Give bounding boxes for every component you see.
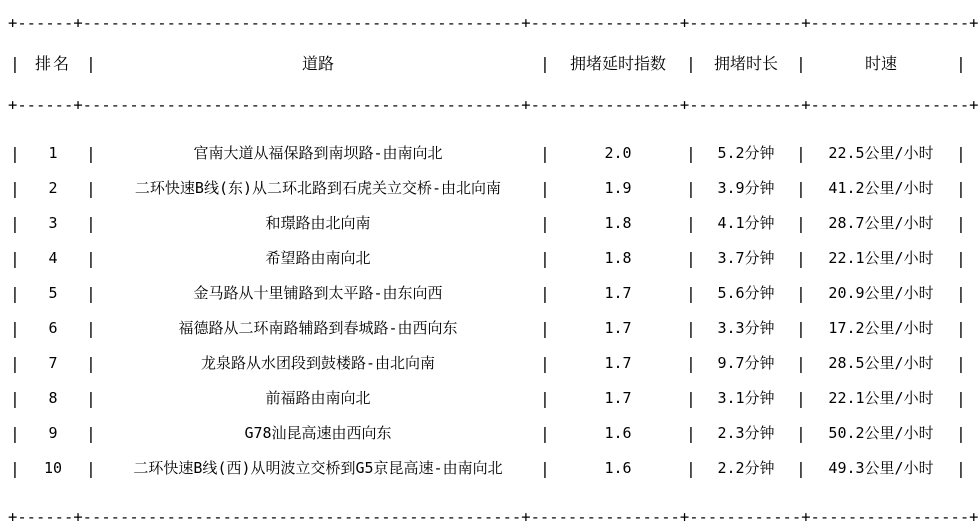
- border-pipe: |: [956, 458, 966, 478]
- cell-duration: 2.2分钟: [717, 459, 775, 477]
- cell-road: 二环快速B线(西)从明波立交桥到G5京昆高速-由南向北: [133, 459, 503, 477]
- border-pipe: |: [540, 458, 550, 478]
- table-spacer-row: [8, 118, 968, 136]
- column-header-speed: 时速: [864, 54, 897, 73]
- border-pipe: |: [86, 283, 96, 303]
- cell-duration: 3.1分钟: [717, 389, 775, 407]
- border-pipe: |: [540, 143, 550, 163]
- border-pipe: |: [686, 318, 696, 338]
- border-pipe: |: [540, 248, 550, 268]
- border-pipe: |: [10, 178, 20, 198]
- border-pipe: |: [10, 388, 20, 408]
- cell-index: 1.7: [604, 389, 632, 407]
- border-pipe: [794, 118, 808, 136]
- cell-duration: 3.3分钟: [717, 319, 775, 337]
- cell-speed: 41.2公里/小时: [828, 179, 934, 197]
- border-pipe: |: [540, 54, 550, 73]
- border-pipe: |: [86, 248, 96, 268]
- border-pipe: |: [540, 423, 550, 443]
- border-pipe: |: [956, 178, 966, 198]
- cell-rank: 8: [48, 389, 58, 407]
- border-pipe: |: [686, 283, 696, 303]
- border-pipe: |: [86, 54, 96, 73]
- cell-duration: 4.1分钟: [717, 214, 775, 232]
- cell-index: 1.8: [604, 249, 632, 267]
- border-pipe: |: [10, 423, 20, 443]
- border-pipe: |: [686, 178, 696, 198]
- border-pipe: |: [796, 458, 806, 478]
- table-row: [8, 451, 968, 486]
- border-pipe: |: [540, 213, 550, 233]
- border-pipe: [84, 118, 98, 136]
- table-row: [8, 206, 968, 241]
- table-row: [8, 381, 968, 416]
- cell-index: 1.7: [604, 319, 632, 337]
- border-pipe: |: [956, 388, 966, 408]
- table-row: [8, 276, 968, 311]
- border-pipe: |: [796, 388, 806, 408]
- cell-rank: 6: [48, 319, 58, 337]
- table-top-border: +------+-----------------------------------------------+----------------+------------+-----------------+: [8, 14, 979, 32]
- border-pipe: |: [686, 143, 696, 163]
- cell-duration: 5.6分钟: [717, 284, 775, 302]
- column-header-road: 道路: [301, 54, 334, 73]
- border-pipe: |: [540, 178, 550, 198]
- border-pipe: |: [796, 143, 806, 163]
- cell-road: 福德路从二环南路辅路到春城路-由西向东: [178, 319, 458, 337]
- border-pipe: |: [10, 54, 20, 73]
- border-pipe: [684, 486, 698, 504]
- cell-speed: 17.2公里/小时: [828, 319, 934, 337]
- cell-speed: 22.5公里/小时: [828, 144, 934, 162]
- cell-rank: 10: [43, 459, 63, 477]
- border-pipe: [8, 486, 22, 504]
- cell-road: 金马路从十里铺路到太平路-由东向西: [193, 284, 443, 302]
- border-pipe: [84, 486, 98, 504]
- border-pipe: |: [86, 318, 96, 338]
- cell-speed: 28.7公里/小时: [828, 214, 934, 232]
- cell-rank: 2: [48, 179, 58, 197]
- cell-speed: 50.2公里/小时: [828, 424, 934, 442]
- table-row: [8, 136, 968, 171]
- column-header-index: 拥堵延时指数: [569, 54, 666, 73]
- border-pipe: [684, 118, 698, 136]
- cell-rank: 5: [48, 284, 58, 302]
- border-pipe: [794, 486, 808, 504]
- border-pipe: |: [956, 318, 966, 338]
- border-pipe: |: [956, 423, 966, 443]
- border-pipe: |: [10, 353, 20, 373]
- border-pipe: |: [540, 283, 550, 303]
- border-pipe: |: [10, 283, 20, 303]
- border-pipe: |: [686, 423, 696, 443]
- cell-road: 和璟路由北向南: [265, 214, 371, 232]
- border-pipe: |: [796, 178, 806, 198]
- border-pipe: |: [686, 353, 696, 373]
- cell-duration: 9.7分钟: [717, 354, 775, 372]
- border-pipe: |: [956, 248, 966, 268]
- table-body: [8, 118, 968, 504]
- cell-road: 希望路由南向北: [265, 249, 371, 267]
- cell-index: 1.7: [604, 354, 632, 372]
- border-pipe: |: [796, 54, 806, 73]
- border-pipe: |: [86, 423, 96, 443]
- border-pipe: |: [956, 143, 966, 163]
- border-pipe: |: [86, 388, 96, 408]
- table-header-border: +------+-----------------------------------------------+----------------+------------+-----------------+: [8, 96, 979, 114]
- cell-index: 1.7: [604, 284, 632, 302]
- cell-speed: 22.1公里/小时: [828, 389, 934, 407]
- border-pipe: [538, 486, 552, 504]
- border-pipe: |: [10, 458, 20, 478]
- cell-rank: 4: [48, 249, 58, 267]
- table-row: [8, 171, 968, 206]
- cell-index: 1.6: [604, 424, 632, 442]
- border-pipe: |: [10, 213, 20, 233]
- border-pipe: |: [686, 458, 696, 478]
- cell-speed: 20.9公里/小时: [828, 284, 934, 302]
- cell-rank: 1: [48, 144, 58, 162]
- table-bottom-border: +------+-----------------------------------------------+----------------+------------+-----------------+: [8, 508, 979, 526]
- table-row: [8, 241, 968, 276]
- border-pipe: |: [10, 248, 20, 268]
- border-pipe: |: [686, 248, 696, 268]
- border-pipe: |: [86, 143, 96, 163]
- cell-speed: 22.1公里/小时: [828, 249, 934, 267]
- congestion-ranking-body: [8, 118, 968, 504]
- border-pipe: |: [796, 213, 806, 233]
- border-pipe: |: [956, 283, 966, 303]
- cell-duration: 3.7分钟: [717, 249, 775, 267]
- border-pipe: |: [10, 143, 20, 163]
- table-row: [8, 346, 968, 381]
- border-pipe: [538, 118, 552, 136]
- border-pipe: |: [796, 248, 806, 268]
- congestion-ranking-table: [8, 36, 968, 92]
- cell-road: G78汕昆高速由西向东: [244, 424, 392, 442]
- border-pipe: |: [956, 54, 966, 73]
- border-pipe: |: [86, 353, 96, 373]
- border-pipe: |: [796, 353, 806, 373]
- table-row: [8, 416, 968, 451]
- cell-rank: 7: [48, 354, 58, 372]
- border-pipe: [8, 118, 22, 136]
- border-pipe: |: [686, 213, 696, 233]
- cell-duration: 2.3分钟: [717, 424, 775, 442]
- cell-rank: 9: [48, 424, 58, 442]
- cell-duration: 3.9分钟: [717, 179, 775, 197]
- border-pipe: |: [796, 423, 806, 443]
- table-row: [8, 311, 968, 346]
- cell-road: 二环快速B线(东)从二环北路到石虎关立交桥-由北向南: [134, 179, 502, 197]
- cell-rank: 3: [48, 214, 58, 232]
- cell-index: 2.0: [604, 144, 632, 162]
- border-pipe: |: [86, 178, 96, 198]
- border-pipe: |: [86, 458, 96, 478]
- cell-index: 1.8: [604, 214, 632, 232]
- border-pipe: [954, 118, 968, 136]
- border-pipe: |: [686, 388, 696, 408]
- column-header-duration: 拥堵时长: [713, 54, 778, 73]
- border-pipe: |: [686, 54, 696, 73]
- cell-speed: 49.3公里/小时: [828, 459, 934, 477]
- cell-duration: 5.2分钟: [717, 144, 775, 162]
- border-pipe: |: [956, 353, 966, 373]
- cell-road: 龙泉路从水团段到鼓楼路-由北向南: [200, 354, 436, 372]
- border-pipe: |: [540, 388, 550, 408]
- border-pipe: |: [10, 318, 20, 338]
- border-pipe: |: [956, 213, 966, 233]
- cell-index: 1.6: [604, 459, 632, 477]
- border-pipe: [954, 486, 968, 504]
- table-spacer-row: [8, 486, 968, 504]
- table-header-row: [8, 36, 968, 92]
- cell-road: 前福路由南向北: [265, 389, 371, 407]
- cell-index: 1.9: [604, 179, 632, 197]
- border-pipe: |: [540, 318, 550, 338]
- border-pipe: |: [796, 318, 806, 338]
- border-pipe: |: [86, 213, 96, 233]
- cell-speed: 28.5公里/小时: [828, 354, 934, 372]
- column-header-rank: 排名: [34, 54, 71, 73]
- border-pipe: |: [540, 353, 550, 373]
- cell-road: 官南大道从福保路到南坝路-由南向北: [193, 144, 443, 162]
- border-pipe: |: [796, 283, 806, 303]
